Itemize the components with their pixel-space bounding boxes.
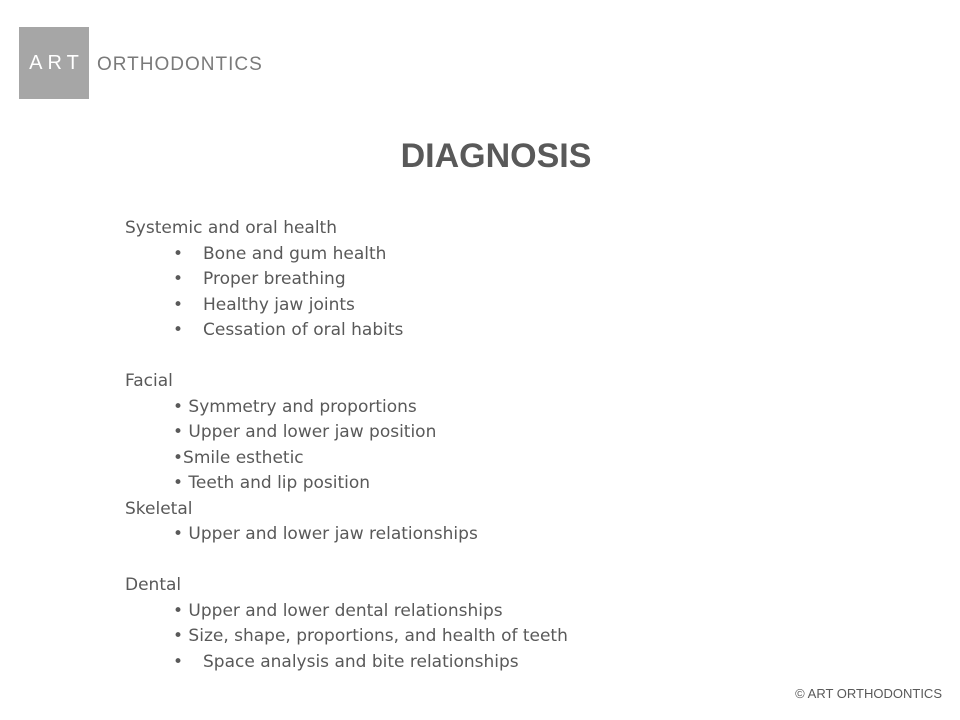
list-item-text: Healthy jaw joints <box>203 294 355 315</box>
page-title: DIAGNOSIS <box>400 137 592 175</box>
list-item <box>125 650 568 676</box>
list-item <box>125 293 568 319</box>
logo-mark-text: ART <box>29 51 84 74</box>
list-item <box>125 242 568 268</box>
bullet-icon: • <box>173 243 184 264</box>
list-item: • Size, shape, proportions, and health of teeth <box>173 626 568 646</box>
bullet-icon: • <box>173 320 184 340</box>
list-item: • Upper and lower jaw relationships <box>173 524 478 544</box>
list-item-text: Bone and gum health <box>203 243 387 264</box>
section-heading-dental: Dental <box>125 575 182 595</box>
bullet-icon: • <box>173 651 184 672</box>
list-item <box>125 267 568 293</box>
logo-name: ORTHODONTICS <box>97 54 263 75</box>
list-item <box>125 318 568 344</box>
bullet-icon: • <box>173 269 184 289</box>
logo-mark <box>19 27 89 99</box>
spacer <box>125 344 568 370</box>
spacer <box>125 548 568 574</box>
list-item: • Symmetry and proportions <box>173 396 417 417</box>
list-item-text: Proper breathing <box>203 269 346 289</box>
list-item: • Upper and lower dental relationships <box>173 600 503 621</box>
bullet-icon: • <box>173 294 184 315</box>
list-item: •Smile esthetic <box>173 447 304 468</box>
list-item-text: Cessation of oral habits <box>203 320 404 340</box>
diagnosis-list <box>125 216 568 675</box>
section-heading-skeletal: Skeletal <box>125 498 193 519</box>
list-item: • Teeth and lip position <box>173 473 371 493</box>
list-item: • Upper and lower jaw position <box>173 422 437 442</box>
copyright-footer: © ART ORTHODONTICS <box>795 686 942 701</box>
list-item-text: Space analysis and bite relationships <box>203 651 519 672</box>
section-heading-systemic: Systemic and oral health <box>125 218 338 238</box>
section-heading-facial: Facial <box>125 371 173 391</box>
